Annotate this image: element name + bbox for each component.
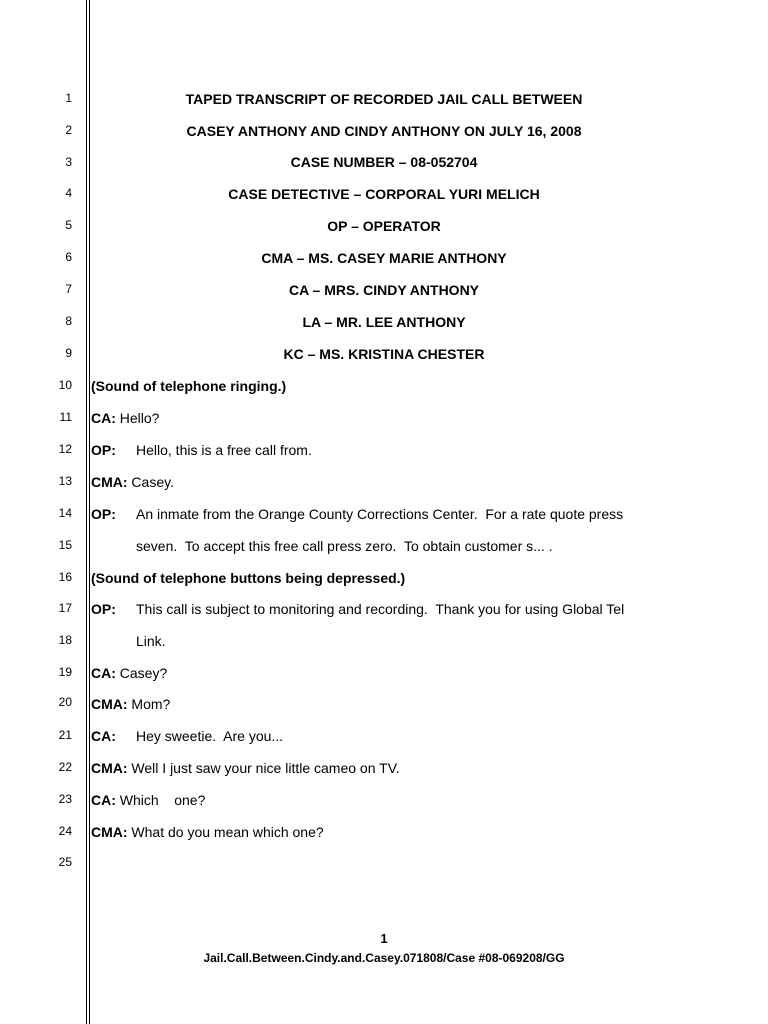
speaker-label: CMA: (91, 696, 128, 712)
transcript-line (91, 661, 731, 685)
header-legend-cma: CMA – MS. CASEY MARIE ANTHONY (261, 250, 507, 266)
transcript-sound-buttons: (Sound of telephone buttons being depressed.) (91, 570, 406, 586)
line-number: 5 (65, 218, 72, 232)
header-legend-la: LA – MR. LEE ANTHONY (302, 314, 466, 330)
speaker-label: CMA: (91, 824, 128, 840)
line-number: 15 (58, 538, 72, 552)
line-number: 23 (58, 792, 72, 806)
line-number: 9 (65, 346, 72, 360)
transcript-line (91, 724, 731, 748)
line-number: 11 (59, 410, 72, 424)
transcript-line (91, 406, 731, 430)
line-number: 14 (58, 506, 72, 520)
line-number: 18 (58, 633, 72, 647)
utterance: This call is subject to monitoring and recording. Thank you for using Global Tel (136, 601, 625, 617)
speaker-label: CA: (91, 792, 116, 808)
utterance: Which one? (115, 792, 206, 808)
utterance: Well I just saw your nice little cameo on TV. (127, 760, 400, 776)
header-title-line-2: CASEY ANTHONY AND CINDY ANTHONY ON JULY 16, 2008 (186, 123, 582, 139)
line-number: 10 (58, 378, 72, 392)
line-number: 19 (58, 665, 72, 679)
speaker-label: OP: (91, 442, 116, 458)
speaker-label: CA: (91, 665, 116, 681)
utterance: Hello, this is a free call from. (136, 442, 312, 458)
utterance: What do you mean which one? (127, 824, 324, 840)
transcript-line (91, 788, 731, 812)
header-title-line-1: TAPED TRANSCRIPT OF RECORDED JAIL CALL BETWEEN (185, 91, 583, 107)
utterance: Casey. (127, 474, 174, 490)
transcript-line (91, 756, 731, 780)
line-number: 7 (65, 282, 72, 296)
line-number: 13 (58, 474, 72, 488)
line-number: 4 (65, 186, 72, 200)
line-number: 25 (58, 855, 72, 869)
transcript-continuation: Link. (136, 633, 166, 649)
speaker-label: CMA: (91, 760, 128, 776)
transcript-line (91, 502, 731, 526)
line-number: 22 (58, 760, 72, 774)
speaker-label: CA: (91, 728, 116, 744)
speaker-label: OP: (91, 506, 116, 522)
line-number: 16 (58, 570, 72, 584)
line-number: 24 (58, 824, 72, 838)
line-number: 21 (58, 728, 72, 742)
page-number: 1 (380, 931, 388, 946)
line-25 (0, 850, 768, 874)
utterance: Mom? (127, 696, 171, 712)
speaker-label: CA: (91, 410, 116, 426)
transcript-sound-ringing: (Sound of telephone ringing.) (91, 378, 287, 394)
line-number: 17 (58, 601, 72, 615)
line-number: 3 (65, 155, 72, 169)
header-case-detective: CASE DETECTIVE – CORPORAL YURI MELICH (228, 186, 540, 202)
line-number: 6 (65, 250, 72, 264)
speaker-label: CMA: (91, 474, 128, 490)
line-number: 1 (65, 91, 72, 105)
line-number: 20 (58, 695, 72, 709)
speaker-label: OP: (91, 601, 116, 617)
line-number: 8 (65, 314, 72, 328)
header-legend-kc: KC – MS. KRISTINA CHESTER (283, 346, 485, 362)
line-number: 2 (65, 123, 72, 137)
header-legend-ca: CA – MRS. CINDY ANTHONY (288, 282, 480, 298)
utterance: Hey sweetie. Are you... (136, 728, 284, 744)
transcript-line (91, 820, 731, 844)
header-case-number: CASE NUMBER – 08-052704 (290, 154, 478, 170)
transcript-line (91, 438, 731, 462)
transcript-line (91, 597, 731, 621)
utterance: An inmate from the Orange County Corrections Center. For a rate quote press (136, 506, 624, 522)
utterance: Casey? (115, 665, 168, 681)
transcript-line (91, 470, 731, 494)
transcript-continuation: seven. To accept this free call press zero. To obtain customer s... . (136, 538, 553, 554)
line-number: 12 (58, 442, 72, 456)
transcript-line (91, 692, 731, 716)
header-legend-op: OP – OPERATOR (327, 218, 441, 234)
utterance: Hello? (115, 410, 160, 426)
document-file-name: Jail.Call.Between.Cindy.and.Casey.071808/Case #08-069208/GG (203, 951, 565, 965)
